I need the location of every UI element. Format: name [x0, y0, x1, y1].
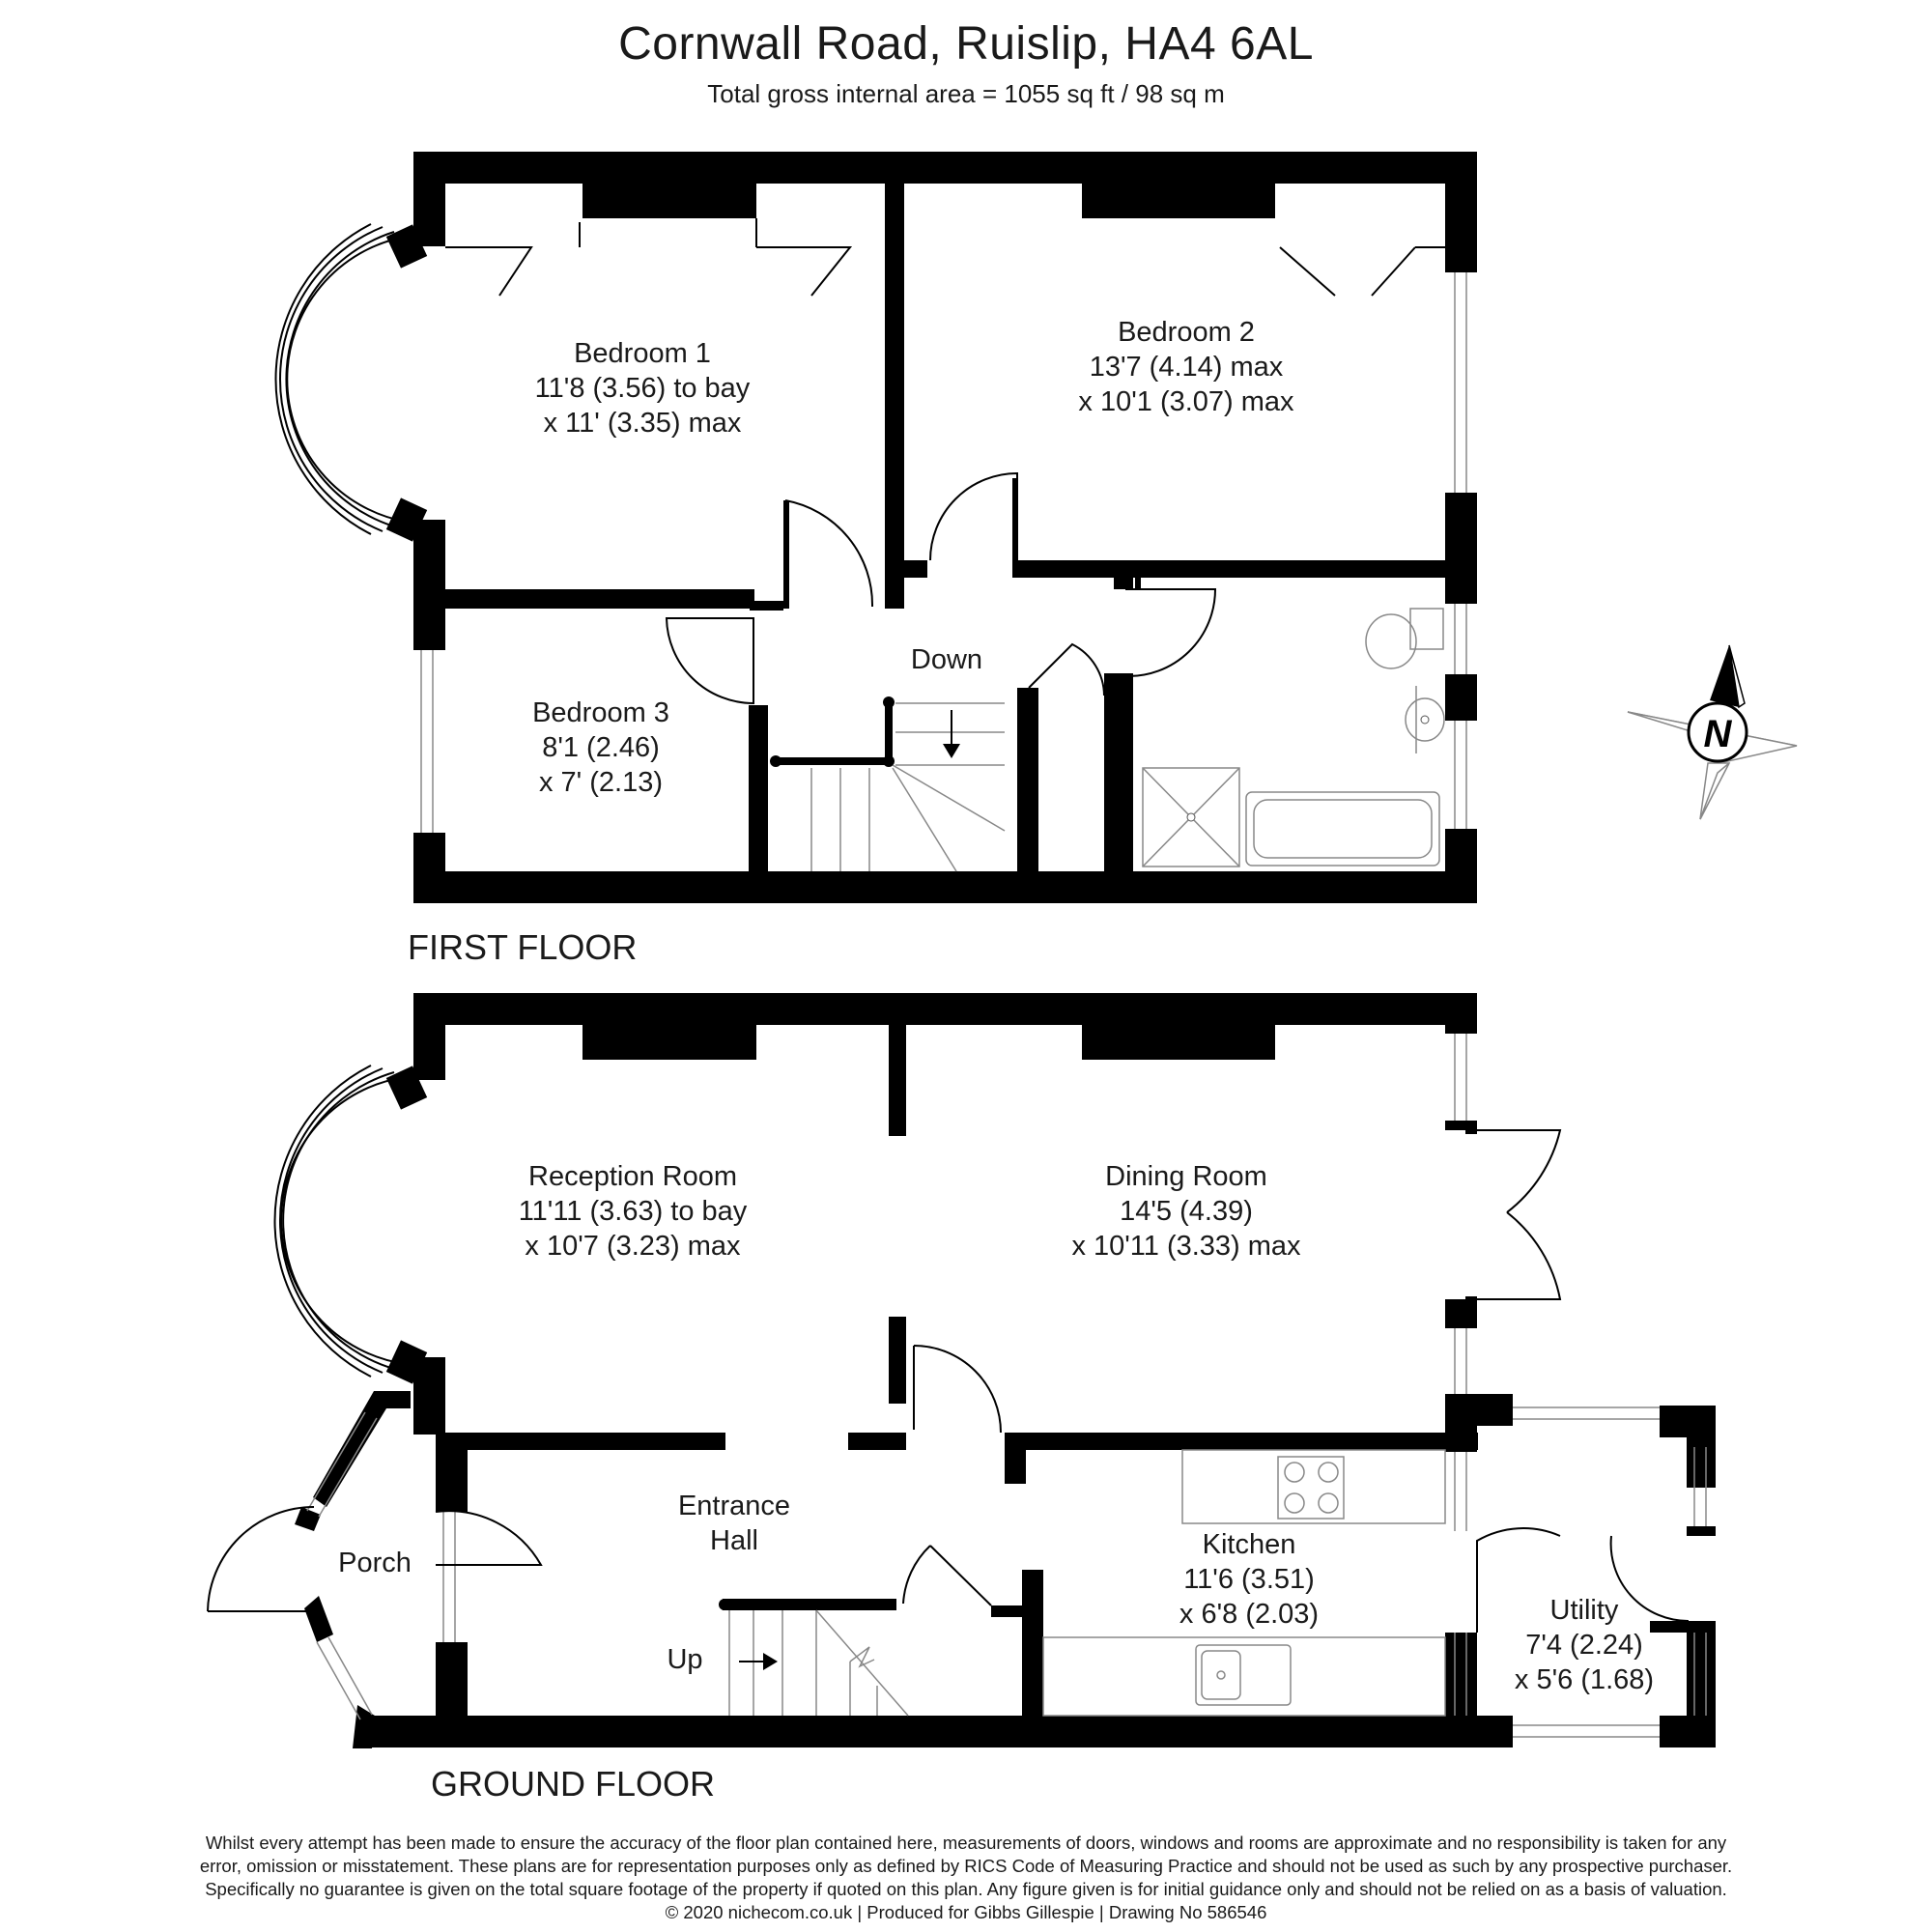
bedroom-3-dim-1: 8'1 (2.46)	[542, 732, 660, 763]
compass-icon	[1628, 645, 1797, 819]
kitchen-dim-2: x 6'8 (2.03)	[1179, 1599, 1320, 1630]
reception-room-dim-2: x 10'7 (3.23) max	[525, 1231, 741, 1262]
bedroom-2-dim-1: 13'7 (4.14) max	[1089, 352, 1284, 383]
bedroom-2-name: Bedroom 2	[1118, 317, 1255, 348]
stairs-up-label: Up	[667, 1644, 703, 1675]
bedroom-1-name: Bedroom 1	[574, 338, 711, 369]
utility-name: Utility	[1549, 1595, 1619, 1626]
kitchen-dim-1: 11'6 (3.51)	[1183, 1564, 1315, 1595]
utility-dim-1: 7'4 (2.24)	[1525, 1630, 1643, 1661]
bedroom-1-dim-1: 11'8 (3.56) to bay	[534, 373, 751, 404]
dining-room-name: Dining Room	[1105, 1161, 1267, 1192]
porch-name: Porch	[338, 1548, 412, 1578]
bedroom-3-dim-2: x 7' (2.13)	[538, 767, 664, 798]
disclaimer-line-2: error, omission or misstatement. These plans are for representation purposes only as defined by RICS Code of Measuring Practice and should not be used as such by any prospective purchaser.	[199, 1856, 1733, 1876]
first-floor-label: FIRST FLOOR	[408, 927, 638, 967]
bedroom-2-dim-2: x 10'1 (3.07) max	[1078, 386, 1294, 417]
dining-room-dim-2: x 10'11 (3.33) max	[1071, 1231, 1301, 1262]
ground-floor-label: GROUND FLOOR	[431, 1764, 716, 1804]
plan-title: Cornwall Road, Ruislip, HA4 6AL	[618, 18, 1314, 70]
bedroom-1-dim-2: x 11' (3.35) max	[543, 408, 742, 439]
dining-room-dim-1: 14'5 (4.39)	[1120, 1196, 1253, 1227]
entrance-hall-name-2: Hall	[710, 1525, 758, 1556]
reception-room-name: Reception Room	[528, 1161, 737, 1192]
entrance-hall-name: Entrance	[677, 1491, 791, 1521]
compass-north-letter: N	[1703, 713, 1732, 755]
kitchen-name: Kitchen	[1202, 1529, 1296, 1560]
first-floor-plan	[275, 152, 1477, 903]
reception-room-dim-1: 11'11 (3.63) to bay	[518, 1196, 748, 1227]
disclaimer	[58, 1832, 1874, 1924]
disclaimer-footer: © 2020 nichecom.co.uk | Produced for Gibbs Gillespie | Drawing No 586546	[665, 1902, 1267, 1922]
stairs-down-label: Down	[910, 644, 983, 675]
disclaimer-line-3: Specifically no guarantee is given on the total square footage of the property if quoted on this plan. Any figure given is for initial guidance only and should not be relied on as a basis of valuation.	[205, 1879, 1727, 1899]
bedroom-3-name: Bedroom 3	[532, 697, 669, 728]
disclaimer-line-1: Whilst every attempt has been made to ensure the accuracy of the floor plan contained here, measurements of doors, windows and rooms are approximate and no responsibility is taken for any	[205, 1833, 1727, 1853]
ground-floor-plan	[208, 993, 1716, 1748]
utility-dim-2: x 5'6 (1.68)	[1514, 1664, 1655, 1695]
gross-area: Total gross internal area = 1055 sq ft / 98 sq m	[707, 79, 1225, 108]
